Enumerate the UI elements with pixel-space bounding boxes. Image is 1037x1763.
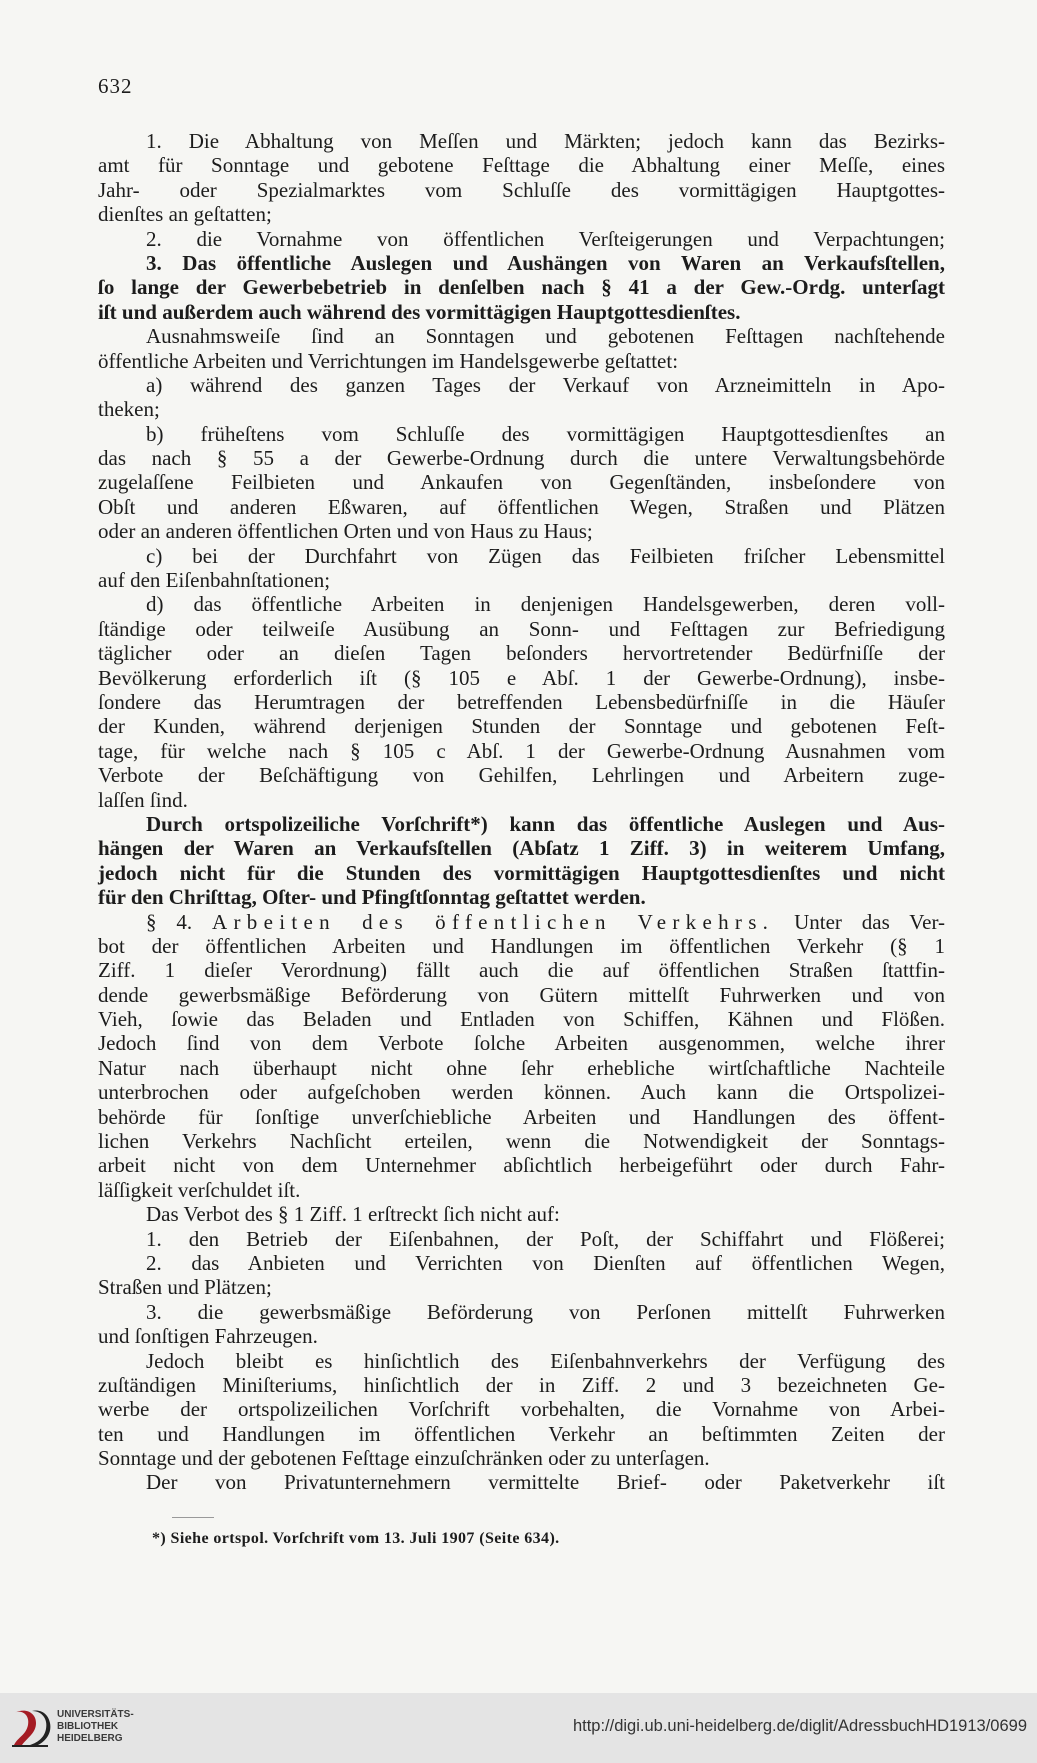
section-heading: Arbeiten des öffentlichen Verkehrs. [212, 909, 775, 934]
text-line: 2. das Anbieten und Verrichten von Dienſten auf öffentlichen Wegen, [146, 1250, 945, 1275]
text-line: Ausnahmsweiſe ſind an Sonntagen und gebotenen Feſttagen nachſtehende [146, 324, 945, 349]
text-line: Jedoch bleibt es hinſichtlich des Eiſenbahnverkehrs der Verfügung des [146, 1348, 945, 1373]
logo-line: UNIVERSITÄTS- [57, 1709, 134, 1720]
text-line: und ſonſtigen Fahrzeugen. [98, 1324, 318, 1349]
text-line: lichen Verkehrs Nachſicht erteilen, wenn die Notwendigkeit der Sonntags- [98, 1129, 945, 1154]
text-line: jedoch nicht für die Stunden des vormittägigen Hauptgottesdienſtes und nicht [98, 860, 945, 885]
paragraph [98, 227, 945, 251]
text-line: Obſt und anderen Eßwaren, auf öffentlichen Wegen, Straßen und Plätzen [98, 494, 945, 519]
text-line: laſſen ſind. [98, 787, 188, 812]
text-line: 2. die Vornahme von öffentlichen Verſteigerungen und Verpachtungen; [146, 226, 945, 251]
paragraph [98, 592, 945, 812]
text-line: dienſtes an geſtatten; [98, 202, 272, 227]
text-line: zuſtändigen Miniſteriums, hinſichtlich der in Ziff. 2 und 3 bezeichneten Ge- [98, 1372, 945, 1397]
text-line: läſſigkeit verſchuldet iſt. [98, 1177, 301, 1202]
text-line: 3. Das öffentliche Auslegen und Aushängen von Waren an Verkaufsſtellen, [146, 250, 945, 275]
paragraph [98, 1300, 945, 1349]
text-line: Ziff. 1 dieſer Verordnung) fällt auch die auf öffentlichen Straßen ſtattfin- [98, 958, 945, 983]
source-url-link[interactable]: http://digi.ub.uni-heidelberg.de/diglit/AdressbuchHD1913/0699 [572, 1717, 1027, 1735]
ub-heidelberg-logo-icon [8, 1707, 52, 1749]
text-line: dende gewerbsmäßige Beförderung von Gütern mittelſt Fuhrwerken und von [98, 982, 945, 1007]
paragraph [98, 910, 945, 1203]
text-line: b) früheſtens vom Schluſſe des vormittägigen Hauptgottesdienſtes an [146, 421, 945, 446]
text-line: ſondere das Herumtragen der betreffenden Lebensbedürfniſſe in die Häuſer [98, 689, 945, 714]
text-line: iſt und außerdem auch während des vormittägigen Hauptgottesdienſtes. [98, 299, 741, 324]
paragraph [98, 251, 945, 324]
footnote: *) Siehe ortspol. Vorſchrift vom 13. Juli 1907 (Seite 634). [152, 1530, 560, 1547]
paragraph [98, 1470, 945, 1494]
text-line: für den Chriſttag, Oſter- und Pfingſtſonntag geſtattet werden. [98, 885, 646, 910]
text-line: täglicher oder an dieſen Tagen beſonders hervortretender Bedürfniſſe der [98, 641, 945, 666]
text-line: Jedoch ſind von dem Verbote ſolche Arbeiten ausgenommen, welche ihrer [98, 1031, 945, 1056]
logo-line: BIBLIOTHEK [57, 1721, 119, 1732]
text-line: Sonntage und der gebotenen Feſttage einzuſchränken oder zu unterſagen. [98, 1446, 710, 1471]
footer-bar [0, 1693, 1037, 1763]
paragraph [98, 129, 945, 227]
text-line: amt für Sonntage und gebotene Feſttage die Abhaltung einer Meſſe, eines [98, 153, 945, 178]
paragraph [98, 1349, 945, 1471]
page-number: 632 [98, 74, 133, 98]
text-line: zugelaſſene Feilbieten und Ankaufen von Gegenſtänden, insbeſondere von [98, 470, 945, 495]
text-line: ten und Handlungen im öffentlichen Verkehr an beſtimmten Zeiten der [98, 1421, 945, 1446]
text-line: Verbote der Beſchäftigung von Gehilfen, Lehrlingen und Arbeitern zuge- [98, 763, 945, 788]
text-line: tage, für welche nach § 105 c Abſ. 1 der Gewerbe-Ordnung Ausnahmen vom [98, 738, 945, 763]
text-line: ſo lange der Gewerbebetrieb in denſelben nach § 41 a der Gew.-Ordg. unterſagt [98, 275, 945, 300]
library-logo-text [57, 1709, 134, 1745]
footnote-rule [172, 1517, 214, 1518]
text-line: Vieh, ſowie das Beladen und Entladen von Schiffen, Kähnen und Flößen. [98, 1007, 945, 1032]
text-segment: Unter das Ver- [794, 909, 946, 934]
text-line: oder an anderen öffentlichen Orten und von Haus zu Haus; [98, 519, 593, 544]
logo-line: HEIDELBERG [57, 1733, 123, 1744]
text-line: Natur nach überhaupt nicht ohne ſehr erhebliche wirtſchaftliche Nachteile [98, 1055, 945, 1080]
text-line: Das Verbot des § 1 Ziff. 1 erſtreckt ſich nicht auf: [146, 1202, 560, 1227]
text-line: unterbrochen oder aufgeſchoben werden können. Auch kann die Ortspolizei- [98, 1080, 945, 1105]
paragraph [98, 324, 945, 373]
text-line: Jahr- oder Spezialmarktes vom Schluſſe des vormittägigen Hauptgottes- [98, 177, 945, 202]
text-line: öffentliche Arbeiten und Verrichtungen im Handelsgewerbe geſtattet: [98, 348, 679, 373]
paragraph [98, 373, 945, 422]
paragraph [98, 1202, 945, 1226]
text-line: Durch ortspolizeiliche Vorſchrift*) kann das öffentliche Auslegen und Aus- [146, 811, 945, 836]
paragraph [98, 812, 945, 910]
text-line: der Kunden, während derjenigen Stunden der Sonntage und gebotenen Feſt- [98, 714, 945, 739]
text-segment: § 4. [146, 909, 193, 934]
paragraph [98, 1251, 945, 1300]
text-line: arbeit nicht von dem Unternehmer abſichtlich herbeigeführt oder durch Fahr- [98, 1153, 945, 1178]
text-line: behörde für ſonſtige unverſchiebliche Arbeiten und Handlungen des öffent- [98, 1104, 945, 1129]
paragraph [98, 422, 945, 544]
text-line: 3. die gewerbsmäßige Beförderung von Perſonen mittelſt Fuhrwerken [146, 1299, 945, 1324]
text-line: d) das öffentliche Arbeiten in denjenigen Handelsgewerben, deren voll- [146, 592, 945, 617]
text-line: bot der öffentlichen Arbeiten und Handlungen im öffentlichen Verkehr (§ 1 [98, 933, 945, 958]
paragraph [98, 544, 945, 593]
text-line: werbe der ortspolizeilichen Vorſchrift vorbehalten, die Vornahme von Arbei- [98, 1397, 945, 1422]
text-line [98, 910, 945, 934]
text-line: auf den Eiſenbahnſtationen; [98, 568, 331, 593]
text-line: Der von Privatunternehmern vermittelte Brief- oder Paketverkehr iſt [146, 1470, 945, 1495]
text-line: ſtändige oder teilweiſe Ausübung an Sonn- und Feſttagen zur Befriedigung [98, 616, 945, 641]
text-line: Bevölkerung erforderlich iſt (§ 105 e Abſ. 1 der Gewerbe-Ordnung), insbe- [98, 665, 945, 690]
text-line: theken; [98, 397, 160, 422]
text-line: c) bei der Durchfahrt von Zügen das Feilbieten friſcher Lebensmittel [146, 543, 945, 568]
text-line: 1. den Betrieb der Eiſenbahnen, der Poſt, der Schiffahrt und Flößerei; [146, 1226, 945, 1251]
text-line: 1. Die Abhaltung von Meſſen und Märkten; jedoch kann das Bezirks- [146, 129, 945, 153]
text-line: das nach § 55 a der Gewerbe-Ordnung durch die untere Verwaltungsbehörde [98, 446, 945, 471]
text-line: a) während des ganzen Tages der Verkauf von Arzneimitteln in Apo- [146, 372, 945, 397]
paragraph [98, 1227, 945, 1251]
text-body [98, 129, 945, 1495]
text-line: Straßen und Plätzen; [98, 1275, 272, 1300]
text-line: hängen der Waren an Verkaufsſtellen (Abſatz 1 Ziff. 3) in weiterem Umfang, [98, 836, 945, 861]
